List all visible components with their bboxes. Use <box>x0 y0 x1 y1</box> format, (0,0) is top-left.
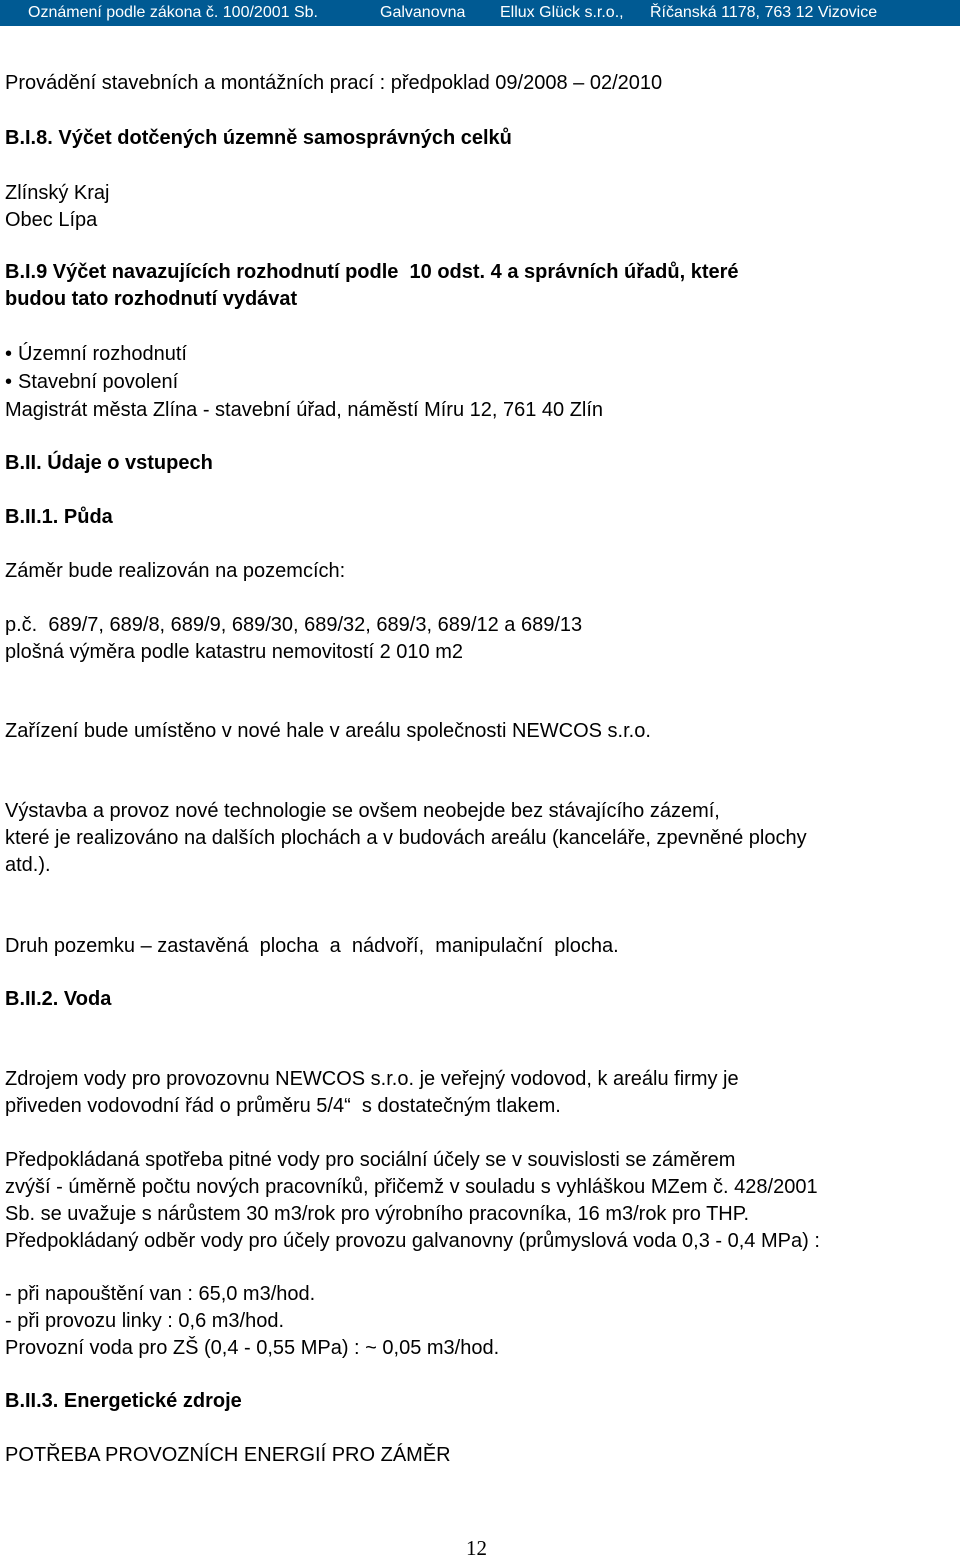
process-water-text: Provozní voda pro ZŠ (0,4 - 0,55 MPa) : ~ 0,05 m3/hod. <box>5 1337 500 1359</box>
section-bii2-heading: B.II.2. Voda <box>5 988 112 1010</box>
filling-rate-text: - při napouštění van : 65,0 m3/hod. <box>5 1283 316 1305</box>
energy-heading: POTŘEBA PROVOZNÍCH ENERGIÍ PRO ZÁMĚR <box>5 1444 451 1466</box>
header-project: Galvanovna <box>380 4 466 21</box>
land-type-text: Druh pozemku – zastavěná plocha a nádvoří, manipulační plocha. <box>5 935 619 957</box>
consumption-line2: zvýší - úměrně počtu nových pracovníků, přičemž v souladu s vyhláškou MZem č. 428/2001 <box>5 1176 818 1198</box>
section-bii1-heading: B.II.1. Půda <box>5 506 113 528</box>
section-bii-heading: B.II. Údaje o vstupech <box>5 452 213 474</box>
running-rate-text: - při provozu linky : 0,6 m3/hod. <box>5 1310 285 1332</box>
region-text: Zlínský Kraj <box>5 182 110 204</box>
water-source-line2: přiveden vodovodní řád o průměru 5/4“ s dostatečným tlakem. <box>5 1095 561 1117</box>
consumption-line1: Předpokládaná spotřeba pitné vody pro sociální účely se v souvislosti se záměrem <box>5 1149 736 1171</box>
header-address: Říčanská 1178, 763 12 Vizovice <box>650 4 878 21</box>
parcels-text: p.č. 689/7, 689/8, 689/9, 689/30, 689/32, 689/3, 689/12 a 689/13 <box>5 614 583 636</box>
page-number: 12 <box>466 1536 487 1560</box>
document-header <box>0 0 960 26</box>
operation-text-line3: atd.). <box>5 854 51 876</box>
consumption-line3: Sb. se uvažuje s nárůstem 30 m3/rok pro výrobního pracovníka, 16 m3/rok pro THP. <box>5 1203 750 1225</box>
operation-text-line2: které je realizováno na dalších plochách a v budovách areálu (kanceláře, zpevněné plochy <box>5 827 807 849</box>
section-bi9-heading-line1: B.I.9 Výčet navazujících rozhodnutí podle 10 odst. 4 a správních úřadů, které <box>5 261 739 283</box>
section-bii3-heading: B.II.3. Energetické zdroje <box>5 1390 242 1412</box>
consumption-line4: Předpokládaný odběr vody pro účely provozu galvanovny (průmyslová voda 0,3 - 0,4 MPa) : <box>5 1230 820 1252</box>
construction-schedule: Provádění stavebních a montážních prací : předpoklad 09/2008 – 02/2010 <box>5 72 663 94</box>
facility-text: Zařízení bude umístěno v nové hale v areálu společnosti NEWCOS s.r.o. <box>5 720 651 742</box>
header-company: Ellux Glück s.r.o., <box>500 4 624 21</box>
land-intro-text: Záměr bude realizován na pozemcích: <box>5 560 346 582</box>
section-bi9-heading-line2: budou tato rozhodnutí vydávat <box>5 288 298 310</box>
water-source-line1: Zdrojem vody pro provozovnu NEWCOS s.r.o. je veřejný vodovod, k areálu firmy je <box>5 1068 739 1090</box>
municipality-text: Obec Lípa <box>5 209 98 231</box>
section-bi8-heading: B.I.8. Výčet dotčených územně samosprávných celků <box>5 127 512 149</box>
bullet-building-permit: • Stavební povolení <box>5 369 178 396</box>
bullet-zoning-decision: • Územní rozhodnutí <box>5 341 187 368</box>
authority-text: Magistrát města Zlína - stavební úřad, náměstí Míru 12, 761 40 Zlín <box>5 399 604 421</box>
area-text: plošná výměra podle katastru nemovitostí 2 010 m2 <box>5 641 464 663</box>
header-law-reference: Oznámení podle zákona č. 100/2001 Sb. <box>28 4 318 21</box>
operation-text-line1: Výstavba a provoz nové technologie se ovšem neobejde bez stávajícího zázemí, <box>5 800 720 822</box>
